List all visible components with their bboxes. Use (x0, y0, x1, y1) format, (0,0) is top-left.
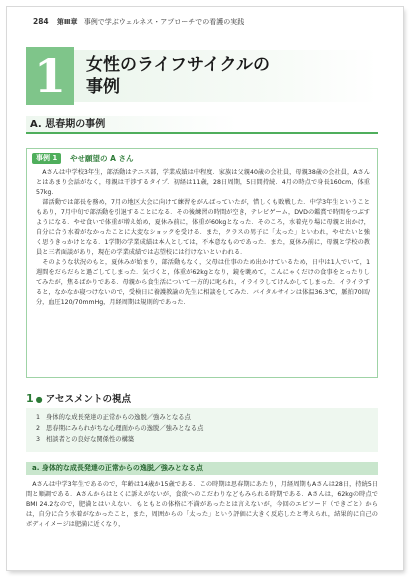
subsection-heading-a: a. 身体的な成長発達の正常からの逸脱／強みとなる点 (26, 462, 378, 475)
list-item: 1 身体的な成長発達の正常からの逸脱／強みとなる点 (36, 414, 191, 421)
page-number: 284 (33, 17, 49, 26)
case-paragraph: Aさんは中学校3年生，部活動はテニス部，学業成績は中程度．家族は父親40歳の会社員，母親38歳の会社員，Aさんとはあまり会話がなく，母親は干渉するタイプ．初経は11歳，28日周期，5日間持続．4月の時点で身長160cm，体重57kg． (36, 169, 370, 196)
chapter-title: 事例で学ぶウェルネス・アプローチでの看護の実践 (83, 18, 245, 26)
case-paragraph: そのような状況のもと，夏休みが始まり，部活動もなく，父母は仕事のため出かけているため，日中は1人でいて，1週間をだらだらと過ごしてしまった．気づくと，体重が62kgとなり，鏡を眺めて，こんにゃくだけの食事をとったりしてみたが，焦るばかりである．母親から食生活について一方的に叱られ，イライラしてけんかしてしまった．イライラすると，なかなか寝つけないので，受検日に養護教諭の先生に相談をしてみた．バイタルサインは体温36.3℃，脈拍70回/分，血圧120/70mmHg，月経周期は規則的であった． (36, 259, 370, 306)
body-text (26, 480, 378, 530)
page-title-line1: 女性のライフサイクルの (86, 55, 270, 75)
case-badge: 事例 1 (32, 153, 61, 164)
title-number: 1 (33, 49, 66, 103)
body-paragraph: Aさんは中学3年生であるので，年齢は14歳か15歳である．この時期は思春期にあたり，月経周期もAさんは28日，持続5日間と順調である．Aさんからはとくに訴えがないが，食欲へのこだわりなどもみられる時期である．Aさんは，62kgの時点でBMI 24.2なので，肥満とはいえない．もともとの体格に不満があったとは言えないが，今回のエピソード（できごと）からは，自分に合う水着がなかったこと，また，周囲からの「太った」という評価に大きく反応したと考えられ，結果的に自己のボディイメージは肥満に近くなり， (26, 481, 378, 528)
section-number: 1 (26, 392, 34, 405)
section-heading-a: A. 思春期の事例 (26, 116, 378, 134)
case-body (36, 168, 370, 308)
list-item: 3 相談者との良好な関係性の構築 (36, 436, 135, 443)
page-title-line2: 事例 (86, 77, 120, 97)
list-item: 2 思春期にみられがちな心理面からの逸脱／強みとなる点 (36, 425, 204, 432)
case-title: やせ願望の A さん (70, 154, 134, 163)
assessment-list (26, 408, 378, 452)
case-paragraph: 部活動では部長を務め，7月の地区大会に向けて練習をがんばっていたが，惜しくも敗戦した．中学3年生ということもあり，7月中旬で部活動を引退することになる．その後練習の時間が空き，テレビゲーム，DVDの鑑賞で時間をつぶすようになる．やせ食いで体重が増え始め，夏休み前に，体重が60kgとなった．そのころ，水着売り場に母親と出かけ，自分に合う水着がなかったことに大変なショックを受ける．また，クラスの男子に「太った」といわれ，やせたいと強く思うきっかけとなる．1学期の学業成績は本人としては，不本意なものであった．また，夏休み前に，母親と学校の教員と三者面談があり，現在の学業成績では志望校には行けないといわれる． (36, 199, 370, 256)
page-title (86, 54, 270, 98)
chapter-number: 第Ⅲ章 (56, 18, 78, 26)
running-head (33, 17, 244, 27)
bullet-icon: ● (35, 395, 43, 404)
section-heading-1 (26, 392, 131, 407)
section-label: アセスメントの視点 (45, 394, 132, 405)
